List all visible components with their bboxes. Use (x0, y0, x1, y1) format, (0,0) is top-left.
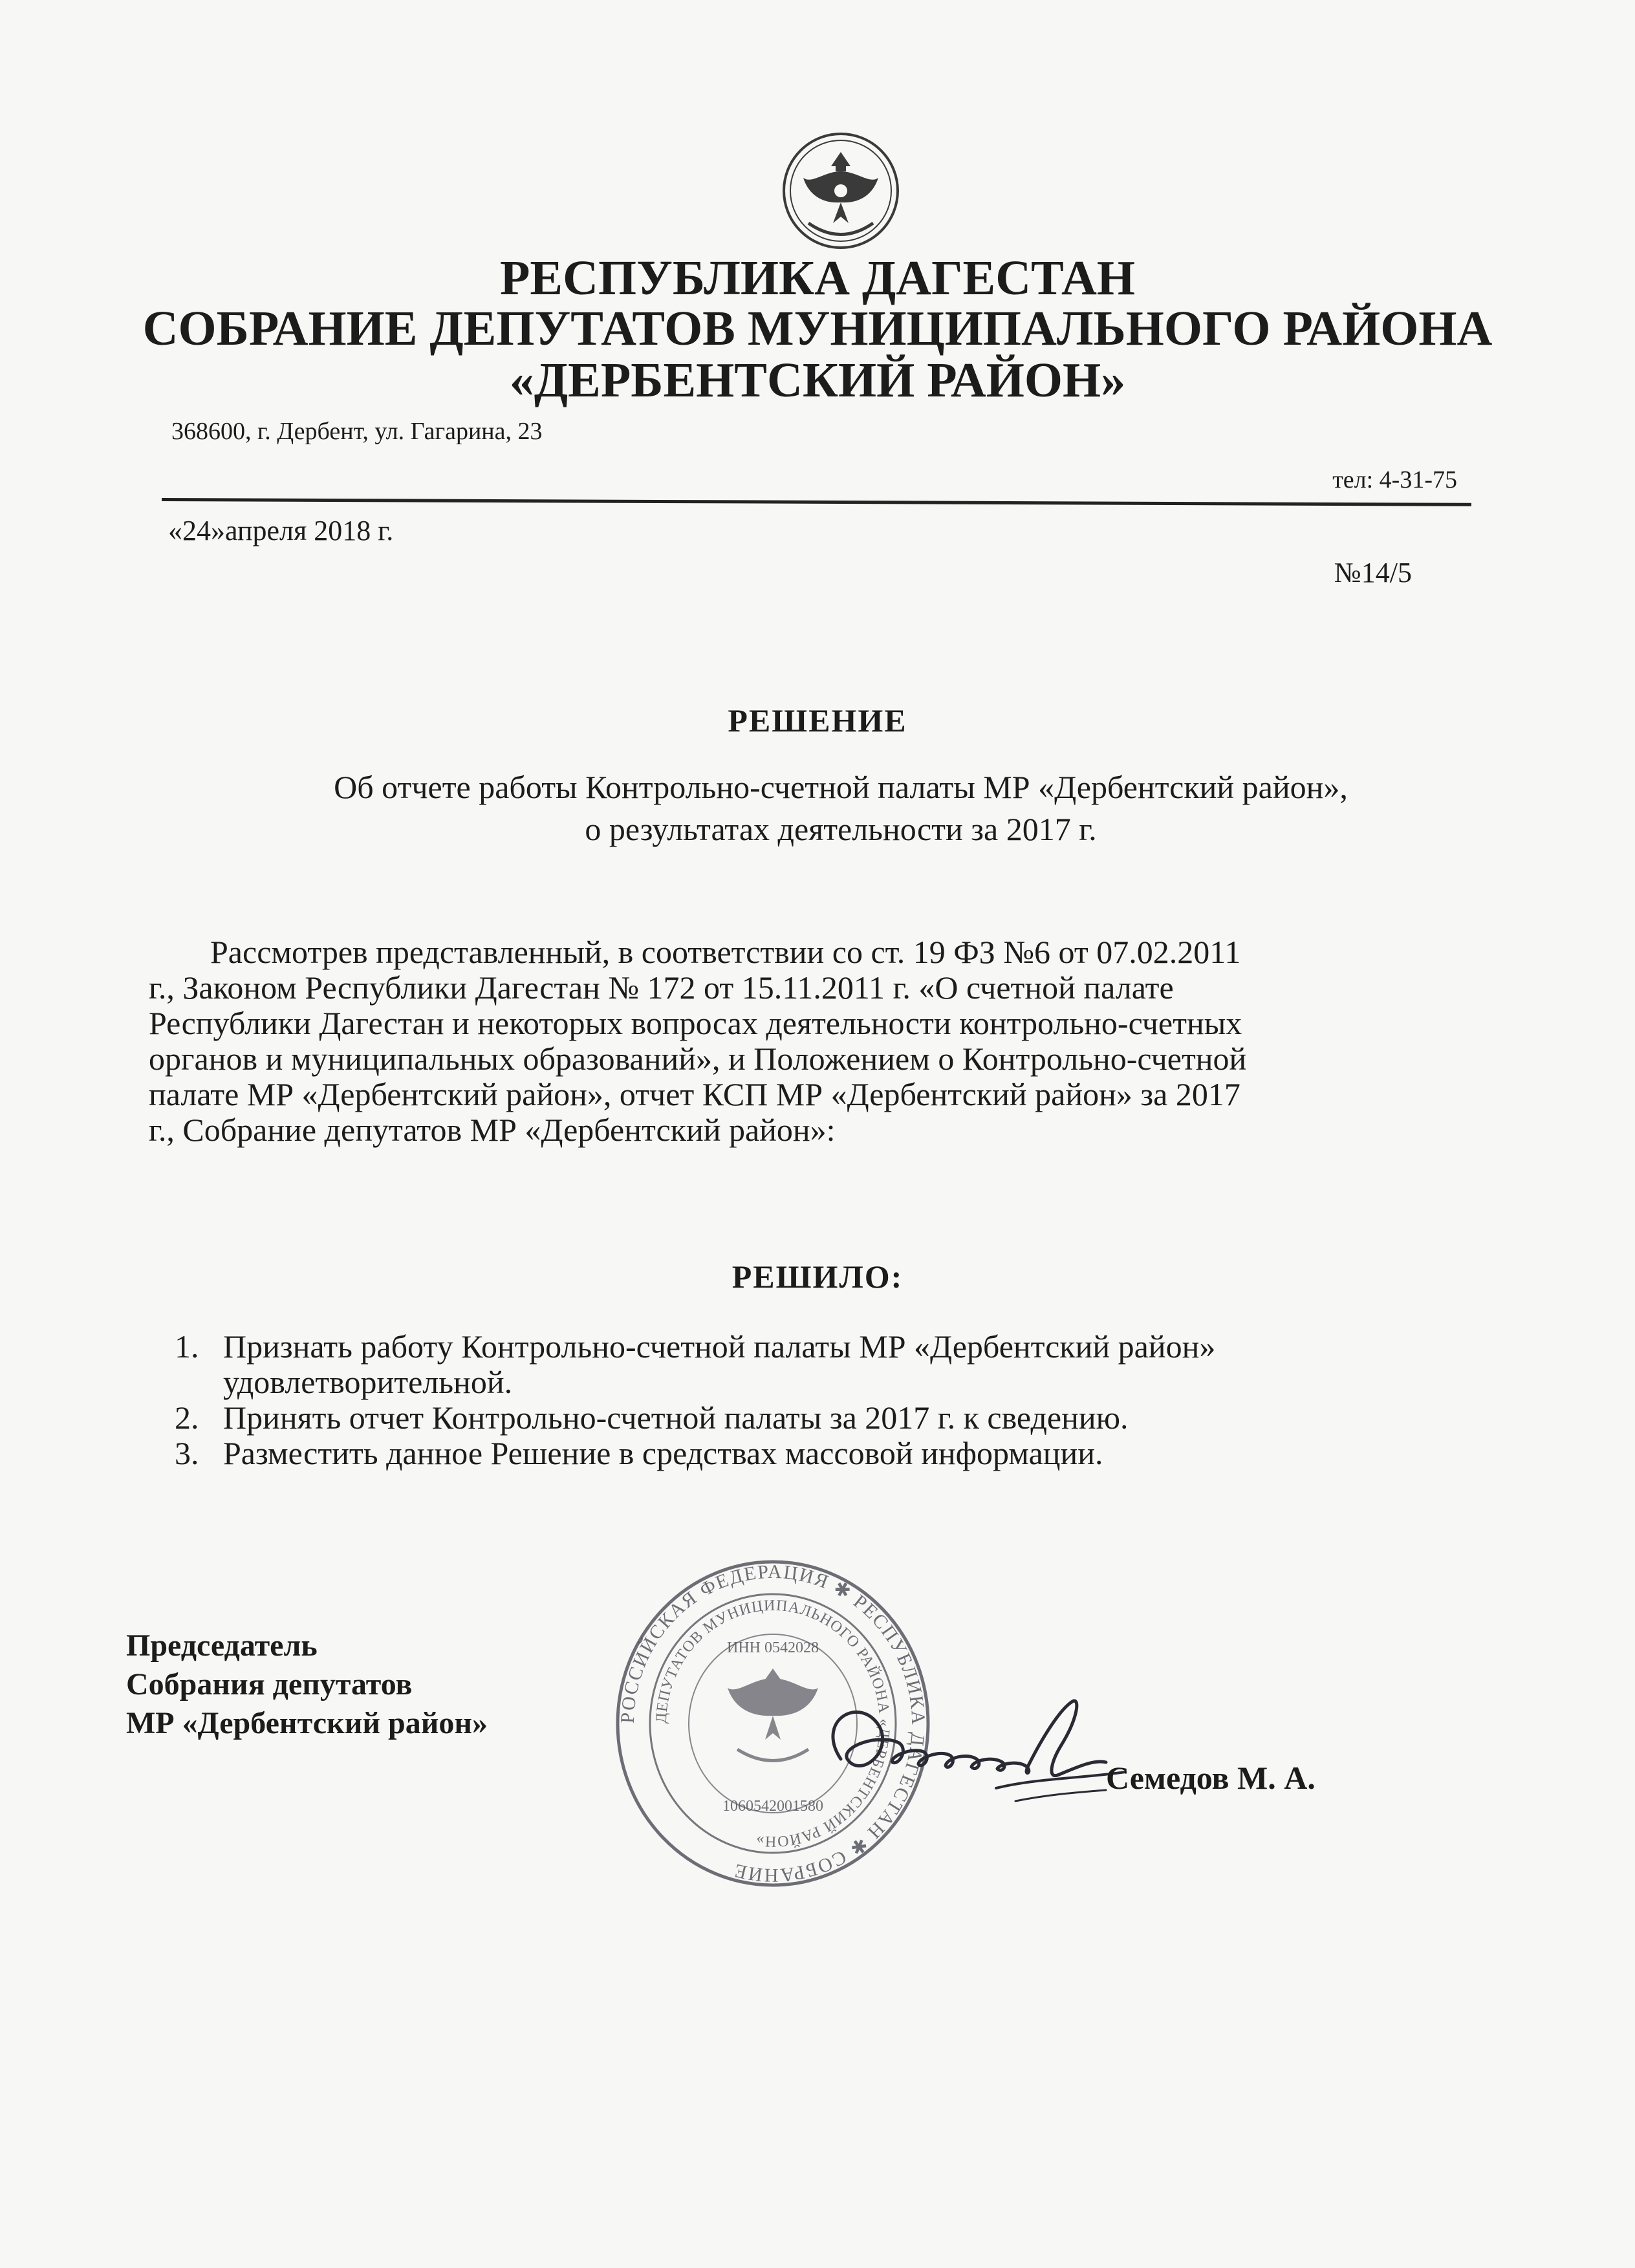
list-item-text: удовлетворительной. (223, 1364, 513, 1400)
preamble-line: палате МР «Дербентский район», отчет КСП МР «Дербентский район» за 2017 (149, 1076, 1240, 1112)
list-item (175, 1400, 1442, 1436)
preamble-line: Республики Дагестан и некоторых вопросах деятельности контрольно-счетных (149, 1005, 1242, 1041)
document-number: №14/5 (1334, 557, 1412, 589)
list-item-text: Принять отчет Контрольно-счетной палаты за 2017 г. к сведению. (223, 1399, 1129, 1436)
stamp-ogrn: 1060542001580 (722, 1798, 823, 1815)
list-item (175, 1436, 1442, 1471)
header-republic: РЕСПУБЛИКА ДАГЕСТАН (500, 251, 1135, 305)
chairman-title-line: Собрания депутатов (126, 1667, 413, 1701)
list-item-text: Разместить данное Решение в средствах массовой информации. (223, 1435, 1103, 1471)
header-assembly: СОБРАНИЕ ДЕПУТАТОВ МУНИЦИПАЛЬНОГО РАЙОНА (142, 301, 1493, 356)
decision-subject-line1: Об отчете работы Контрольно-счетной палаты МР «Дербентский район», (334, 769, 1348, 805)
document-date: «24»апреля 2018 г. (168, 515, 394, 546)
list-item-number: 1. (175, 1328, 199, 1365)
chairman-title-line: МР «Дербентский район» (126, 1706, 488, 1740)
signer-name: Семедов М. А. (1106, 1760, 1316, 1796)
decision-heading: РЕШЕНИЕ (728, 702, 907, 739)
header-divider (162, 498, 1471, 506)
list-item-text: Признать работу Контрольно-счетной палаты МР «Дербентский район» (223, 1328, 1216, 1365)
address: 368600, г. Дербент, ул. Гагарина, 23 (171, 418, 543, 445)
stamp-inner-text: ДЕПУТАТОВ МУНИЦИПАЛЬНОГО РАЙОНА «ДЕРБЕНТСКИЙ РАЙОН» (653, 1597, 893, 1850)
list-item-number: 3. (175, 1435, 199, 1471)
preamble-line: Рассмотрев представленный, в соответствии со ст. 19 ФЗ №6 от 07.02.2011 (210, 934, 1241, 970)
chairman-title-line: Председатель (126, 1628, 318, 1663)
header-district: «ДЕРБЕНТСКИЙ РАЙОН» (509, 353, 1126, 407)
preamble (149, 934, 1442, 1148)
preamble-line: органов и муниципальных образований», и Положением о Контрольно-счетной (149, 1041, 1247, 1077)
phone: тел: 4-31-75 (1332, 466, 1457, 493)
preamble-line: г., Законом Республики Дагестан № 172 от 15.11.2011 г. «О счетной палате (149, 969, 1174, 1006)
resolved-list (175, 1329, 1442, 1471)
decision-subject-line2: о результатах деятельности за 2017 г. (585, 811, 1097, 847)
list-item-number: 2. (175, 1399, 199, 1436)
list-item (175, 1329, 1442, 1400)
coat-of-arms-icon (776, 126, 905, 255)
signature-icon (802, 1681, 1138, 1817)
resolved-heading: РЕШИЛО: (731, 1258, 904, 1295)
stamp-outer-text: РОССИЙСКАЯ ФЕДЕРАЦИЯ ✱ РЕСПУБЛИКА ДАГЕСТАН ✱ СОБРАНИЕ (616, 1561, 929, 1886)
chairman-title (126, 1626, 488, 1743)
stamp-inn: ИНН 0542028 (727, 1639, 819, 1656)
preamble-line: г., Собрание депутатов МР «Дербентский район»: (149, 1112, 836, 1148)
